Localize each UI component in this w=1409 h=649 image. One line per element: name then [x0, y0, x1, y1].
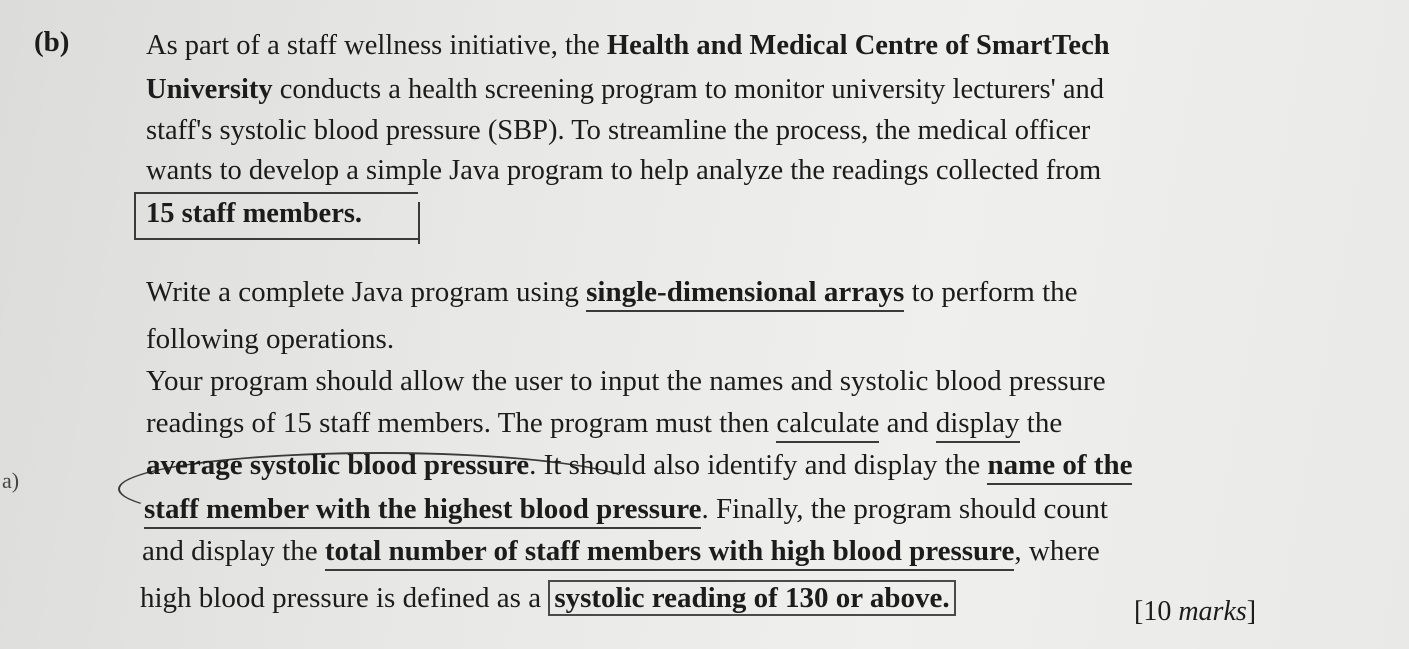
display-word: display: [936, 407, 1020, 443]
intro-line-1: As part of a staff wellness initiative, the Health and Medical Centre of SmartTech: [146, 30, 1110, 61]
threshold-definition: systolic reading of 130 or above.: [548, 580, 955, 616]
centre-name: Health and Medical Centre of SmartTech: [606, 30, 1110, 61]
staff-count-text: 15 staff members.: [146, 198, 363, 229]
highest-requirement: staff member with the highest blood pressure: [144, 493, 701, 529]
calculate-word: calculate: [776, 407, 879, 443]
task-line-6: staff member with the highest blood pressure. Finally, the program should count: [144, 495, 1108, 524]
task-line-2: following operations.: [146, 323, 395, 355]
marks-allocation: [10 marks]: [1134, 596, 1257, 627]
intro-line-5: [146, 200, 362, 229]
task-line-5: average systolic blood pressure. It should also identify and display the name of the: [146, 451, 1132, 480]
average-requirement: average systolic blood pressure: [146, 449, 530, 481]
task-line-8: high blood pressure is defined as a systolic reading of 130 or above.: [140, 584, 956, 613]
intro-line-2: University conducts a health screening program to monitor university lecturers' and: [146, 74, 1105, 105]
task-line-7: and display the total number of staff members with high blood pressure, where: [142, 537, 1100, 566]
count-requirement: total number of staff members with high blood pressure: [325, 535, 1015, 571]
task-line-3: Your program should allow the user to input the names and systolic blood pressure: [146, 365, 1106, 397]
intro-line-4: wants to develop a simple Java program to help analyze the readings collected from: [146, 155, 1102, 186]
question-label: (b): [34, 26, 70, 58]
task-line-1: Write a complete Java program using single-dimensional arrays to perform the: [146, 278, 1078, 307]
name-requirement-start: name of the: [987, 449, 1132, 485]
task-line-4: readings of 15 staff members. The program must then calculate and display the: [146, 409, 1062, 438]
arrays-requirement: single-dimensional arrays: [586, 276, 904, 312]
intro-line-3: staff's systolic blood pressure (SBP). To streamline the process, the medical officer: [146, 115, 1091, 146]
university-name: University: [146, 74, 273, 105]
margin-handwriting: a): [2, 468, 20, 493]
